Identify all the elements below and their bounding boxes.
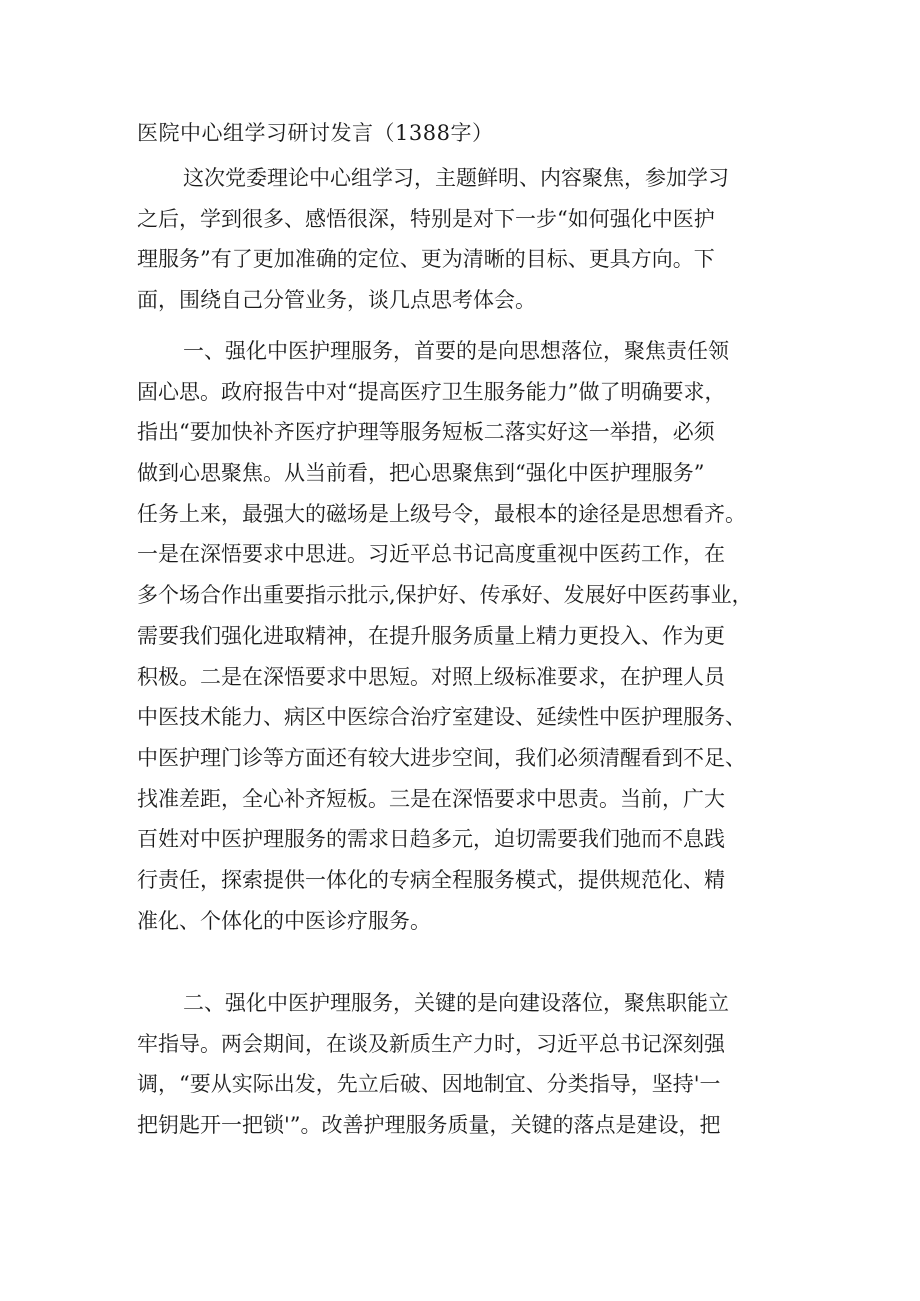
paragraph-line: 中医护理门诊等方面还有较大进步空间，我们必须清醒看到不足、 — [137, 745, 746, 770]
paragraph-line: 之后，学到很多、感悟很深，特别是对下一步“如何强化中医护 — [137, 206, 715, 231]
paragraph-line: 需要我们强化进取精神，在提升服务质量上精力更投入、作为更 — [137, 623, 725, 648]
paragraph-line: 任务上来，最强大的磁场是上级号令，最根本的途径是思想看齐。 — [137, 501, 746, 526]
paragraph-section-two — [137, 983, 797, 1146]
paragraph-line: 这次党委理论中心组学习，主题鲜明、内容聚焦，参加学习 — [183, 166, 729, 190]
paragraph-line: 一是在深悟要求中思进。习近平总书记高度重视中医药工作，在 — [137, 542, 725, 567]
paragraph-line: 理服务”有了更加准确的定位、更为清晰的目标、更具方向。下 — [137, 247, 715, 272]
paragraph-line: 二、强化中医护理服务，关键的是向建设落位，聚焦职能立 — [183, 991, 729, 1015]
paragraph-line: 准化、个体化的中医诊疗服务。 — [137, 908, 431, 933]
paragraph-section-one — [137, 331, 797, 941]
paragraph-line: 指出“要加快补齐医疗护理等服务短板二落实好这一举措，必须 — [137, 420, 715, 445]
paragraph-line: 多个场合作出重要指示批示,保护好、传承好、发展好中医药事业， — [137, 583, 753, 608]
paragraph-line: 百姓对中医护理服务的需求日趋多元，迫切需要我们弛而不息践 — [137, 827, 725, 852]
document-title: 医院中心组学习研讨发言（1388字） — [137, 121, 494, 145]
paragraph-line: 行责任，探索提供一体化的专病全程服务模式，提供规范化、精 — [137, 867, 725, 892]
paragraph-line: 固心思。政府报告中对“提高医疗卫生服务能力”做了明确要求， — [137, 379, 726, 404]
paragraph-line: 牢指导。两会期间，在谈及新质生产力时，习近平总书记深刻强 — [137, 1031, 725, 1056]
paragraph-line: 做到心思聚焦。从当前看，把心思聚焦到“强化中医护理服务” — [137, 461, 705, 486]
paragraph-line: 面，围绕自己分管业务，谈几点思考体会。 — [137, 288, 536, 313]
paragraph-line: 中医技术能力、病区中医综合治疗室建设、延续性中医护理服务、 — [137, 705, 746, 730]
paragraph-intro — [137, 158, 797, 321]
paragraph-line: 把钥匙开一把锁'”。改善护理服务质量，关键的落点是建设，把 — [137, 1113, 721, 1138]
paragraph-line: 找准差距，全心补齐短板。三是在深悟要求中思责。当前，广大 — [137, 786, 725, 811]
paragraph-line: 调，“要从实际出发，先立后破、因地制宜、分类指导，坚持'一 — [137, 1072, 721, 1097]
paragraph-line: 积极。二是在深悟要求中思短。对照上级标准要求，在护理人员 — [137, 664, 725, 689]
paragraph-line: 一、强化中医护理服务，首要的是向思想落位，聚焦责任领 — [183, 339, 729, 363]
